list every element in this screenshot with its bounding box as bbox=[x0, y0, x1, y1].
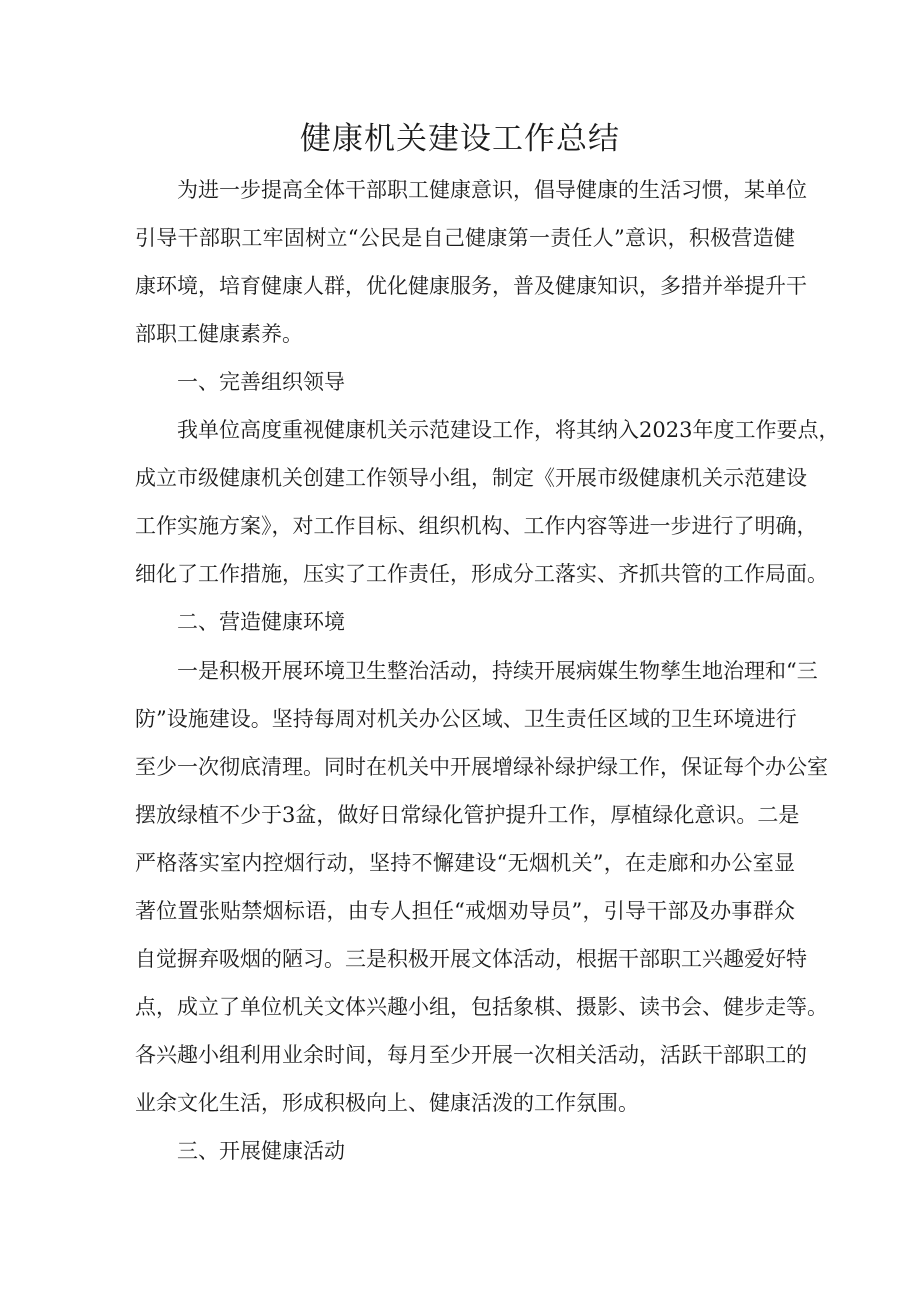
paragraph-line: 各兴趣小组利用业余时间，每月至少开展一次相关活动，活跃干部职工的 bbox=[135, 1043, 807, 1067]
paragraph-line: 业余文化生活，形成积极向上、健康活泼的工作氛围。 bbox=[135, 1091, 639, 1115]
paragraph-line: 严格落实室内控烟行动，坚持不懈建设“无烟机关”，在走廊和办公室显 bbox=[135, 851, 795, 875]
paragraph-line: 防”设施建设。坚持每周对机关办公区域、卫生责任区域的卫生环境进行 bbox=[135, 707, 797, 731]
paragraph-line: 我单位高度重视健康机关示范建设工作，将其纳入2023年度工作要点， bbox=[177, 418, 840, 442]
paragraph-line: 部职工健康素养。 bbox=[135, 322, 303, 346]
paragraph-line: 康环境，培育健康人群，优化健康服务，普及健康知识，多措并举提升干 bbox=[135, 274, 807, 298]
section-heading: 一、完善组织领导 bbox=[177, 370, 345, 394]
paragraph-line: 工作实施方案》，对工作目标、组织机构、工作内容等进一步进行了明确， bbox=[135, 514, 818, 538]
paragraph-line: 一是积极开展环境卫生整治活动，持续开展病媒生物孳生地治理和“三 bbox=[177, 659, 818, 683]
paragraph-line: 点，成立了单位机关文体兴趣小组，包括象棋、摄影、读书会、健步走等。 bbox=[135, 995, 828, 1019]
paragraph-line: 著位置张贴禁烟标语，由专人担任“戒烟劝导员”，引导干部及办事群众 bbox=[135, 899, 795, 923]
document-title: 健康机关建设工作总结 bbox=[300, 121, 620, 157]
paragraph-line: 引导干部职工牢固树立“公民是自己健康第一责任人”意识，积极营造健 bbox=[135, 226, 795, 250]
paragraph-line: 至少一次彻底清理。同时在机关中开展增绿补绿护绿工作，保证每个办公室 bbox=[135, 755, 828, 779]
paragraph-line: 成立市级健康机关创建工作领导小组，制定《开展市级健康机关示范建设 bbox=[135, 466, 807, 490]
paragraph-line: 自觉摒弃吸烟的陋习。三是积极开展文体活动，根据干部职工兴趣爱好特 bbox=[135, 947, 807, 971]
paragraph-line: 摆放绿植不少于3盆，做好日常绿化管护提升工作，厚植绿化意识。二是 bbox=[135, 803, 800, 827]
section-heading: 三、开展健康活动 bbox=[177, 1139, 345, 1163]
paragraph-line: 细化了工作措施，压实了工作责任，形成分工落实、齐抓共管的工作局面。 bbox=[135, 562, 828, 586]
paragraph-line: 为进一步提高全体干部职工健康意识，倡导健康的生活习惯，某单位 bbox=[177, 178, 807, 202]
section-heading: 二、营造健康环境 bbox=[177, 610, 345, 634]
